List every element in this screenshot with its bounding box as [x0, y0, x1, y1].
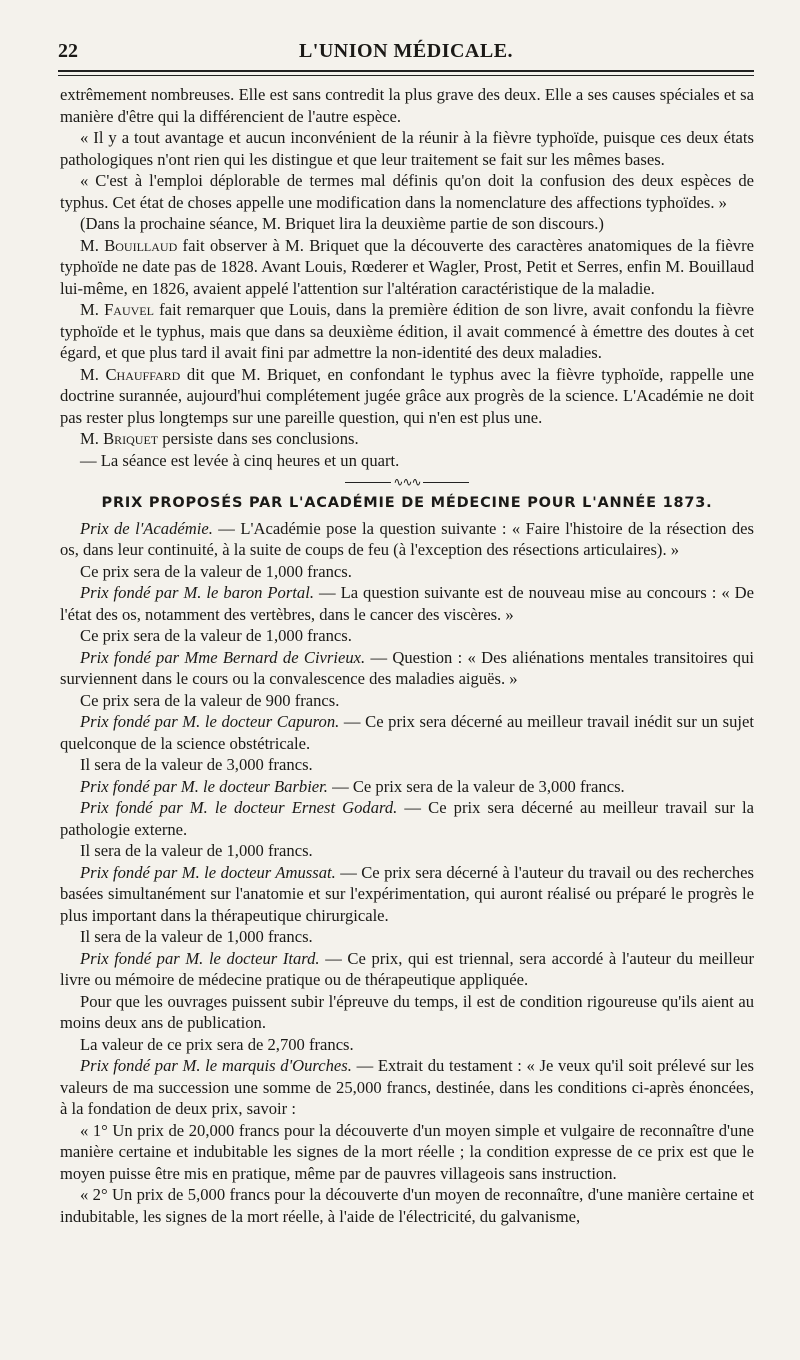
header-rule-thin — [58, 75, 754, 76]
paragraph-text: — L'Académie pose la question suivante : « Faire l'histoire de la résection des os, dans leur continuité, à la suite de coups de feu (à l'exception des résections articulaires). » — [60, 518, 754, 559]
section-separator: ∿∿∿ — [60, 475, 754, 489]
paragraph — [60, 647, 754, 690]
paragraph — [60, 428, 754, 450]
speaker-name: Bouillaud — [104, 235, 178, 255]
prize-name: Prix fondé par M. le docteur Itard. — [80, 948, 320, 968]
paragraph-text: Ce prix sera de la valeur de 1,000 francs. — [80, 561, 352, 581]
paragraph-text: Il sera de la valeur de 1,000 francs. — [80, 927, 313, 946]
session-report — [60, 84, 754, 471]
page-header — [58, 36, 754, 66]
paragraph — [60, 797, 754, 840]
prize-name: Prix de l'Académie. — [80, 518, 213, 538]
paragraph-text: « 2° Un prix de 5,000 francs pour la découverte d'un moyen de reconnaître, d'une manière certaine et indubitable, les signes de la mort réelle, à l'aide de l'électricité, du galvanisme, — [60, 1185, 754, 1226]
paragraph-text: Ce prix sera de la valeur de 1,000 francs. — [80, 626, 352, 645]
paragraph-text: « C'est à l'emploi déplorable de termes mal définis qu'on doit la confusion des deux espèces de typhus. Cet état de choses appelle une modification dans la nomenclature des affections typhoïdes. » — [60, 171, 754, 212]
paragraph — [60, 690, 754, 712]
paragraph-text: — Ce prix, qui est triennal, sera accordé à l'auteur du meilleur livre ou mémoire de médecine pratique ou de thérapeutique appliquée. — [60, 948, 755, 989]
prize-name: Prix fondé par M. le docteur Barbier. — [80, 776, 328, 796]
paragraph — [60, 127, 754, 170]
paragraph — [60, 625, 754, 647]
paragraph-text: extrêmement nombreuses. Elle est sans contredit la plus grave des deux. Elle a ses causes spéciales et sa manière d'être qui la différencient de l'autre espèce. — [60, 85, 754, 126]
paragraph — [60, 754, 754, 776]
paragraph — [60, 776, 754, 798]
prize-name: Prix fondé par M. le marquis d'Ourches. — [80, 1056, 352, 1075]
speaker-name: Briquet — [103, 429, 159, 448]
paragraph-text: La valeur de ce prix sera de 2,700 francs. — [80, 1034, 354, 1054]
paragraph — [60, 1120, 754, 1185]
paragraph — [60, 84, 754, 127]
paragraph — [60, 213, 754, 235]
paragraph — [60, 299, 754, 364]
paragraph-text: « Il y a tout avantage et aucun inconvénient de la réunir à la fièvre typhoïde, puisque ces deux états pathologiques n'ont rien qui les distingue et que leur traitement se fait sur les mêmes bases. — [60, 128, 754, 169]
paragraph-text: Il sera de la valeur de 1,000 francs. — [80, 841, 313, 860]
article-body — [60, 84, 754, 1227]
paragraph — [60, 235, 754, 300]
paragraph-text: fait observer à M. Briquet que la découverte des caractères anatomiques de la fièvre typhoïde ne date pas de 1828. Avant Louis, Rœderer et Wagler, Prost, Petit et Serres, enfin M. Bouillaud lui-même, en 1826, avaient appelé l'attention sur l'altération caractéristique de la maladie. — [60, 235, 754, 298]
paragraph — [60, 711, 754, 754]
paragraph-text: « 1° Un prix de 20,000 francs pour la découverte d'un moyen simple et vulgaire de reconnaître d'une manière certaine et indubitable les signes de la mort réelle ; la condition expresse de ce prix est que le moyen puisse être mis en pratique, même par de pauvres villageois sans instruction. — [60, 1120, 754, 1183]
paragraph-text: Pour que les ouvrages puissent subir l'épreuve du temps, il est de condition rigoureuse qu'ils aient au moins deux ans de publication. — [60, 991, 754, 1032]
paragraph-text: — Question : « Des aliénations mentales transitoires qui surviennent dans le cours ou la convalescence des maladies aiguës. » — [60, 647, 754, 688]
paragraph — [60, 862, 754, 927]
paragraph — [60, 1184, 754, 1227]
paragraph-text: dit que M. Briquet, en confondant le typhus avec la fièvre typhoïde, rappelle une doctrine surannée, aujourd'hui complétement jugée grâce aux progrès de la science. L'Académie ne doit pas rester plus longtemps sur une pareille question, qui n'en est plus une. — [60, 364, 754, 427]
paragraph — [60, 840, 754, 862]
prize-name: Prix fondé par M. le docteur Ernest Godard. — [80, 798, 398, 817]
paragraph-text: — Ce prix sera décerné au meilleur travail inédit sur un sujet quelconque de la science obstétricale. — [60, 712, 754, 753]
paragraph — [60, 170, 754, 213]
running-title: L'UNION MÉDICALE. — [298, 39, 514, 62]
paragraph-text: M. — [80, 300, 105, 319]
paragraph — [60, 1034, 754, 1056]
paragraph-text: — Ce prix sera décerné à l'auteur du travail ou des recherches basées simultanément sur l'anatomie et sur l'expérimentation, qui auront réalisé ou préparé le progrès le plus important dans la thérapeutique chirurgicale. — [60, 862, 754, 925]
paragraph-text: (Dans la prochaine séance, M. Briquet lira la deuxième partie de son discours.) — [80, 214, 604, 233]
paragraph-text: fait remarquer que Louis, dans la première édition de son livre, avait confondu la fièvre typhoïde et le typhus, mais que dans sa deuxième édition, il avait commencé à émettre des doutes à cet égard, et que plus tard il avait fini par admettre la non-identité des deux maladies. — [60, 300, 754, 362]
paragraph-text: Ce prix sera de la valeur de 900 francs. — [80, 690, 340, 710]
paragraph — [60, 364, 754, 429]
prize-name: Prix fondé par Mme Bernard de Civrieux. — [80, 647, 366, 667]
header-rule — [58, 70, 754, 72]
paragraph-text: M. — [80, 364, 106, 384]
prize-name: Prix fondé par M. le docteur Amussat. — [80, 862, 336, 882]
paragraph-text: Il sera de la valeur de 3,000 francs. — [80, 755, 313, 774]
paragraph — [60, 518, 754, 561]
section-title: PRIX PROPOSÉS PAR L'ACADÉMIE DE MÉDECINE POUR L'ANNÉE 1873. — [101, 495, 713, 511]
paragraph — [60, 1055, 754, 1120]
paragraph — [60, 450, 754, 472]
paragraph — [60, 926, 754, 948]
paragraph-text: M. — [80, 429, 104, 448]
paragraph-text: — La séance est levée à cinq heures et un quart. — [80, 450, 400, 470]
speaker-name: Fauvel — [104, 300, 154, 319]
paragraph-text: M. — [80, 235, 105, 255]
paragraph — [60, 561, 754, 583]
paragraph-text: persiste dans ses conclusions. — [158, 429, 359, 448]
prize-name: Prix fondé par M. le baron Portal. — [80, 583, 314, 602]
paragraph-text: — La question suivante est de nouveau mise au concours : « De l'état des os, notamment des vertèbres, dans le cancer des viscères. » — [60, 583, 754, 624]
paragraph-text: — Ce prix sera décerné au meilleur travail sur la pathologie externe. — [60, 798, 754, 839]
page-number: 22 — [58, 39, 78, 62]
speaker-name: Chauffard — [105, 364, 181, 384]
prize-name: Prix fondé par M. le docteur Capuron. — [80, 712, 340, 731]
paragraph-text: — Extrait du testament : « Je veux qu'il soit prélevé sur les valeurs de ma succession une somme de 25,000 francs, destinée, dans les conditions ci-après énoncées, à la fondation de deux prix, savoir : — [60, 1056, 754, 1118]
paragraph — [60, 582, 754, 625]
prize-list — [60, 518, 754, 1228]
paragraph — [60, 948, 754, 991]
paragraph — [60, 991, 754, 1034]
paragraph-text: — Ce prix sera de la valeur de 3,000 francs. — [327, 776, 625, 796]
